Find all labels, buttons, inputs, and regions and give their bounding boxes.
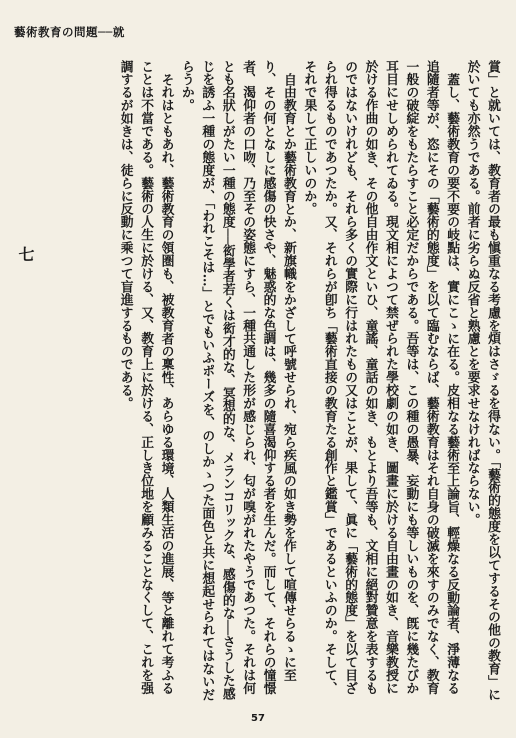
running-header: 藝術教育の問題──就 [14, 25, 125, 39]
paragraph: 自由教育とか藝術教育とか、新旗幟をかざして呼號せられ、宛ら疾風の如き勢を作して喧傳せらるゝに至り、その何となしに感傷の快さや、魅惑的な色調は、幾多の隨喜渴仰する者を生んだ。而して、それらの憧憬者、渴仰者の口吻、乃至その姿態にすら、一種共通した形が感じられ、匂が嗅がれたやうであつた。それは何とも名狀しがたい一種の態度──衒學者若くは衒才的な、冥想的な、メランコリックな、感傷的な──さうした感じを誘ふ一種の態度が、「われこそは…」とでもいふポーズを、のしかゝつた面色と共に想起せられてはないだらうか。 [178, 60, 296, 702]
paragraph: それはともあれ、藝術教育の領圏も、被教育者の稟性、あらゆる環境、人類生活の進展、等と離れて考ふることは不當である。藝術の人生に於ける、又、教育上に於ける、正しき位地を顧みることなくして、これを强調するが如きは、徒らに反動に乘つて盲進するものである。 [117, 60, 174, 695]
section-number: 七 [16, 246, 35, 262]
paragraph: 蓋し、藝術教育の要不要の岐點は、實にこゝに在る。皮相なる藝術至上論旨、輕燥なる反動論者、淨薄なる追隨者等が、恣にその「藝術的態度」を以て臨むならば、藝術教育はそれ自身の破滅を來すのみでなく、教育一般の破綻をもたらすこと必定だからである。吾等は、この種の愚暴、妄動にも等しいものを、旣に幾たびか耳目にせしめられてゐる。現文相によつて禁ぜられた學校劇の如き、圖畫に於ける自由畫の如き、音樂教授に於ける作曲の如き、その他自由作文といひ、童謠、童話の如き、もとより吾等も、文相に絕對贊意を表するものではないけれども、それら多くの實際に行はれたもの又はことが、果して、眞に「藝術的態度」を以て目ざられ得るものであつたか。又、それらが卽ち「藝術直接の教育たる創作と鑑賞」であるといふのか。そして、それで果して正しいのか。 [301, 60, 460, 695]
page-number: 57 [251, 713, 265, 724]
paragraph: 賞」と就いては、教育者の最も愼重なる考慮を煩はさゞるを得ない。「藝術的態度を以てするその他の教育」に於いても亦然うである。前者に劣らぬ反省と熟慮とを要求せなければならない。 [464, 60, 500, 702]
body-text [44, 60, 502, 706]
